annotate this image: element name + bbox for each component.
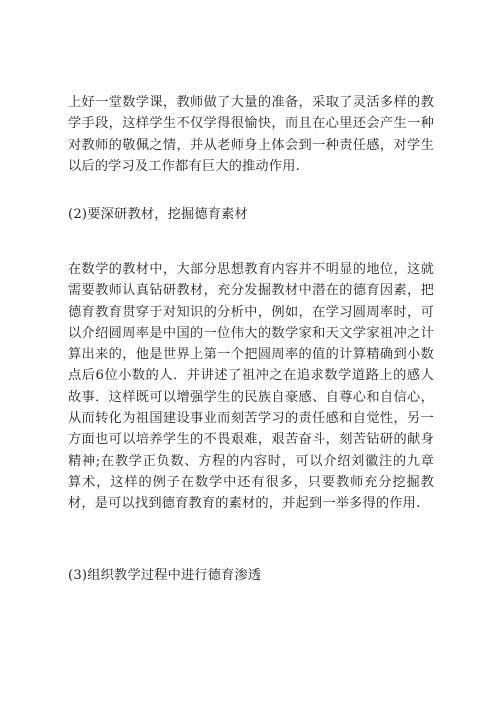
body-paragraph: 在数学的教材中，大部分思想教育内容并不明显的地位，这就需要教师认真钻研教材，充分发掘教材中潜在的德育因素，把德育教育贯穿于对知识的分析中，例如，在学习圆周率时，可以介绍圆周率是中国的一位伟大的数学家和天文学家祖冲之计算出来的，他是世界上第一个把圆周率的值的计算精确到小数点后6位小数的人．并讲述了祖冲之在追求数学道路上的感人故事．这样既可以增强学生的民族自豪感、自尊心和自信心，从而转化为祖国建设事业而刻苦学习的责任感和自觉性，另一方面也可以培养学生的不畏艰难，艰苦奋斗，刻苦钻研的献身精神;在教学正负数、方程的内容时，可以介绍刘徽注的九章算术，这样的例子在数学中还有很多，只要教师充分挖掘教材，是可以找到德育教育的素材的，并起到一举多得的作用. — [68, 262, 434, 512]
section-heading: (2)要深研教材，挖掘德育素材 — [68, 207, 248, 222]
section-heading: (3)组织教学过程中进行德育渗透 — [68, 568, 262, 583]
body-paragraph: 上好一堂数学课，教师做了大量的准备，采取了灵活多样的教学手段，这样学生不仅学得很愉快，而且在心里还会产生一种对教师的敬佩之情，并从老师身上体会到一种责任感，对学生以后的学习及工作都有巨大的推动作用. — [68, 95, 434, 174]
